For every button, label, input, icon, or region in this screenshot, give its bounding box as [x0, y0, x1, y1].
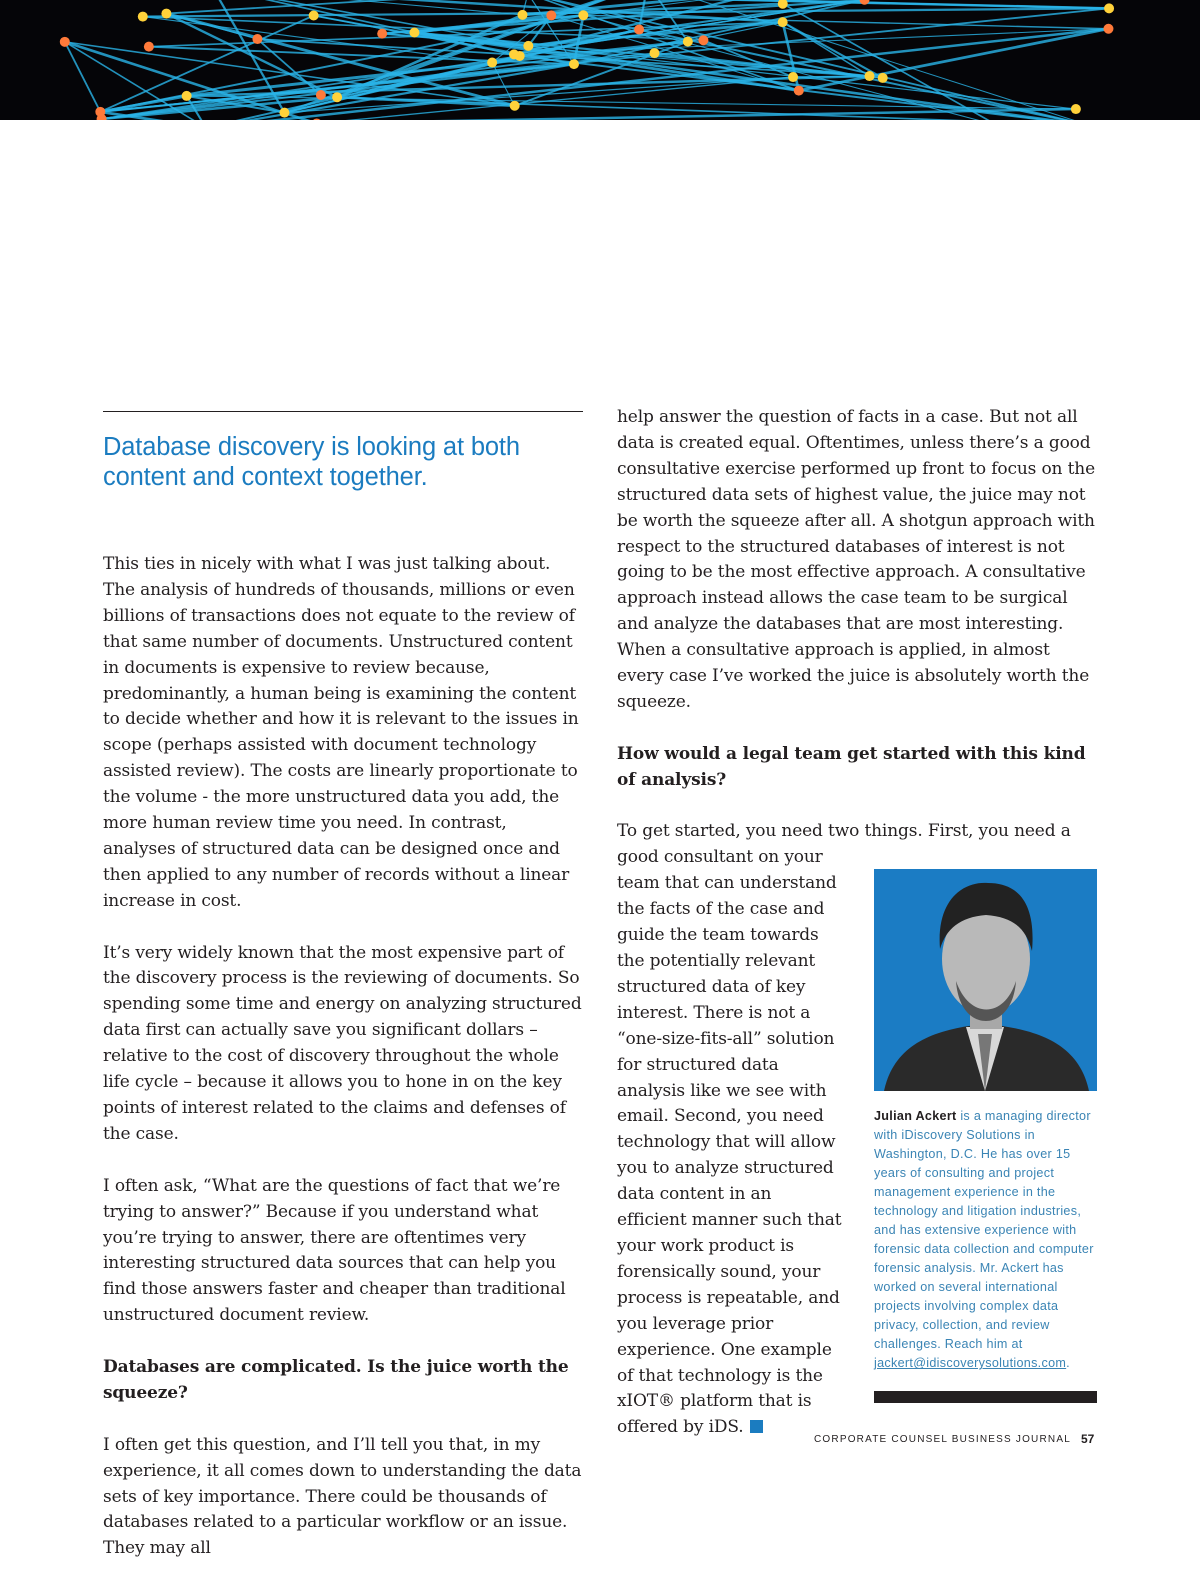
network-node [60, 37, 70, 47]
bio-text: is a managing director with iDiscovery Solutions in Washington, D.C. He has over 15 years of consulting and project management experience in the technology and litigation industries, and has extensive experience with forensic data collection and computer forensic analysis. Mr. Ackert has worked on several international projects involving complex data privacy, collection, and review challenges. Reach him at [874, 1109, 1094, 1352]
header-network-image [0, 0, 1200, 120]
paragraph: I often get this question, and I’ll tell you that, in my experience, it all comes down to understanding the data sets of key importance. There could be thousands of databases related to a particular workflow or an issue. They may all [103, 1434, 582, 1559]
network-node [634, 25, 644, 35]
network-graphic [0, 0, 1200, 120]
network-node [794, 86, 804, 96]
network-node [1071, 104, 1081, 114]
network-node [279, 108, 289, 118]
network-node [510, 101, 520, 111]
decorative-bar [874, 1391, 1097, 1403]
network-node [778, 17, 788, 27]
network-node [144, 42, 154, 52]
network-node [332, 92, 342, 102]
network-line [102, 64, 574, 119]
paragraph: help answer the question of facts in a case. But not all data is created equal. Oftentimes, unless there’s a good consultative exercise performed up front to focus on the structured data sets of highest value, the juice may not be worth the squeeze after all. A shotgun approach with respect to the structured databases of interest is not going to be the most effective approach. A consultative approach instead allows the case team to be surgical and analyze the databases that are most interesting. When a consultative approach is applied, in almost every case I’ve worked the juice is absolutely worth the squeeze. [617, 407, 1095, 712]
network-node [312, 118, 322, 120]
network-node [1104, 3, 1114, 13]
paragraph: This ties in nicely with what I was just talking about. The analysis of hundreds of thousands, millions or even billions of transactions does not equate to the review of that same number of documents. Unstructured content in documents is expensive to review because, predominantly, a human being is examining the content to decide whether and how it is relevant to the issues in scope (perhaps assisted with document technology assisted review). The costs are linearly proportionate to the volume - the more unstructured data you add, the more human review time you need. In contrast, analyses of structured data can be designed once and then applied to any number of records without a linear increase in cost. [103, 554, 579, 911]
left-column [103, 400, 583, 1588]
network-node [864, 71, 874, 81]
network-node [182, 91, 192, 101]
bio-caption [874, 1107, 1097, 1373]
network-node [377, 29, 387, 39]
network-node [487, 58, 497, 68]
network-node [316, 90, 326, 100]
network-node [569, 59, 579, 69]
paragraph: I often ask, “What are the questions of fact that we’re trying to answer?” Because if you understand what you’re trying to answer, there are oftentimes very interesting structured data sources that can help you find those answers faster and cheaper than traditional unstructured document review. [103, 1175, 566, 1326]
network-node [859, 0, 869, 5]
network-node [252, 34, 262, 44]
right-column [617, 405, 1097, 1441]
network-node [161, 9, 171, 19]
network-node [309, 11, 319, 21]
bio-end: . [1066, 1356, 1070, 1371]
paragraph: It’s very widely known that the most expensive part of the discovery process is the reviewing of documents. So spending some time and energy on analyzing structured data first can actually save you significant dollars – relative to the cost of discovery throughout the whole life cycle – because it allows you to hone in on the key points of interest related to the claims and defenses of the case. [103, 942, 582, 1144]
end-mark-icon [750, 1420, 763, 1433]
author-name: Julian Ackert [874, 1109, 957, 1124]
publication-name: CORPORATE COUNSEL BUSINESS JOURNAL [814, 1434, 1071, 1445]
email-link[interactable]: jackert@idiscoverysolutions.com [874, 1356, 1067, 1371]
subheading: How would a legal team get started with this kind of analysis? [617, 743, 1086, 790]
divider-rule [103, 411, 583, 412]
network-node [1103, 24, 1113, 34]
network-node [778, 0, 788, 9]
network-node [788, 72, 798, 82]
network-node [523, 41, 533, 51]
network-node [649, 48, 659, 58]
network-node [878, 73, 888, 83]
network-node [698, 35, 708, 45]
page-number: 57 [1081, 1432, 1095, 1446]
paragraph: To get started, you need two things. First, you need a good consultant on your team that can understand the facts of the case and guide the team towards the potentially relevant structured data of key interest. There is not a “one-size-fits-all” solution for structured data analysis like we see with email. Second, you need technology that will allow you to analyze structured data content in an efficient manner such that your work product is forensically sound, your process is repeatable, and you leverage prior experience. One example of that technology is the xIOT® platform that is offered by iDS. [617, 821, 1071, 1438]
pull-quote: Database discovery is looking at both content and context together. [103, 433, 520, 491]
author-photo [874, 869, 1097, 1091]
network-node [683, 37, 693, 47]
network-node [509, 49, 519, 59]
network-node [546, 10, 556, 20]
subheading: Databases are complicated. Is the juice worth the squeeze? [103, 1357, 569, 1403]
author-bio [874, 869, 1097, 1403]
network-line [166, 14, 337, 98]
network-node [409, 28, 419, 38]
network-node [578, 10, 588, 20]
network-node [138, 12, 148, 22]
network-node [518, 10, 528, 20]
network-line [257, 39, 869, 76]
